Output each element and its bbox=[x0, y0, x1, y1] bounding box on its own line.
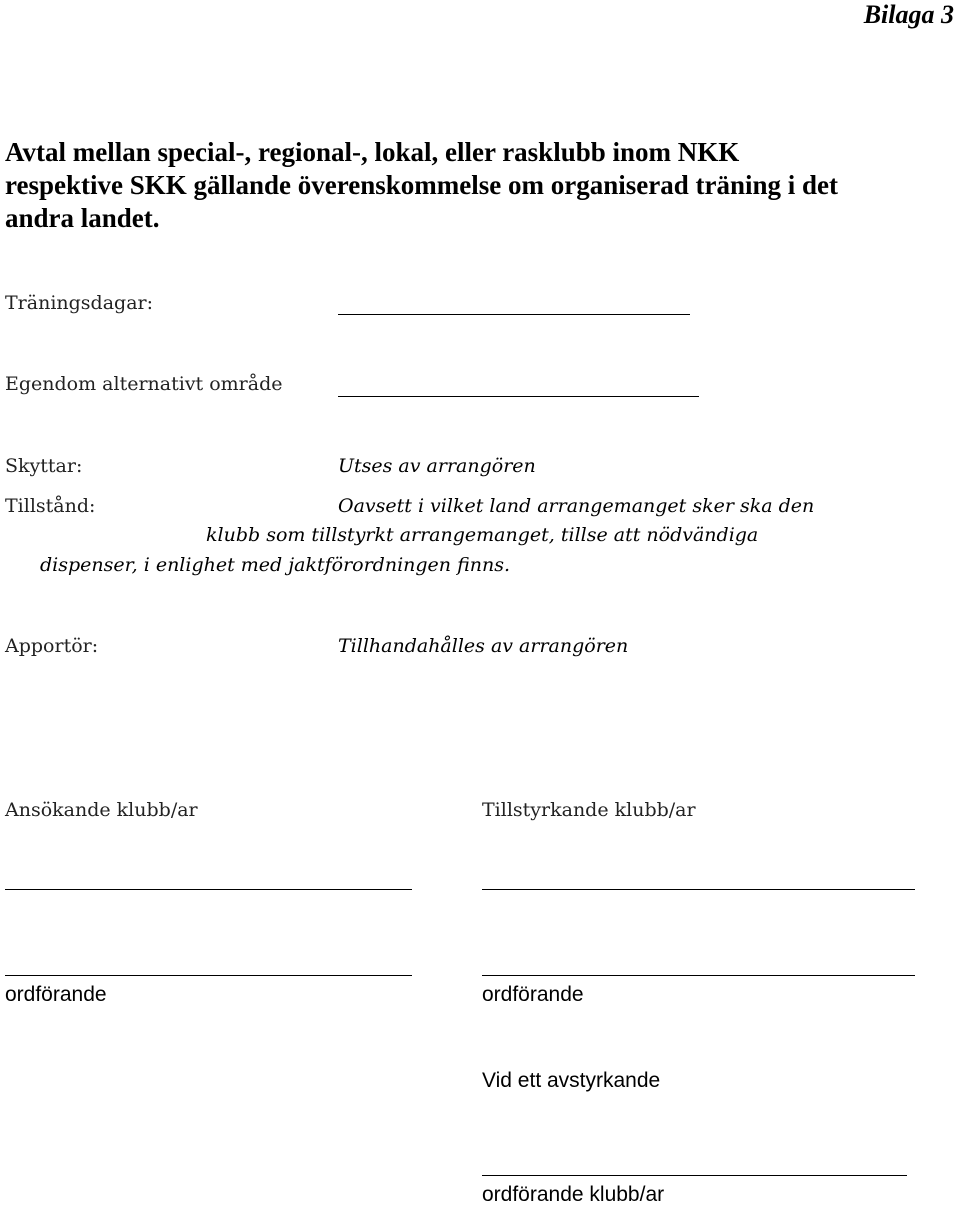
appendix-label: Bilaga 3 bbox=[863, 0, 954, 29]
endorsing-chair-label: ordförande bbox=[482, 983, 584, 1006]
endorsing-club-label: Tillstyrkande klubb/ar bbox=[482, 799, 696, 821]
retriever-label: Apportör: bbox=[5, 635, 99, 657]
permit-text-line-1: Oavsett i vilket land arrangemanget sker ska den bbox=[338, 495, 815, 517]
title-line-2: respektive SKK gällande överenskommelse om organiserad träning i det bbox=[5, 170, 838, 200]
endorsing-chair-signature-line[interactable] bbox=[482, 975, 915, 976]
applicant-chair-signature-line[interactable] bbox=[5, 975, 412, 976]
shooters-value: Utses av arrangören bbox=[338, 455, 536, 477]
permit-label: Tillstånd: bbox=[5, 495, 96, 517]
permit-text-line-2: klubb som tillstyrkt arrangemanget, tillse att nödvändiga bbox=[206, 524, 759, 546]
applicant-club-label: Ansökande klubb/ar bbox=[5, 799, 198, 821]
document-title bbox=[5, 136, 838, 235]
property-line[interactable] bbox=[338, 396, 699, 397]
endorsing-club-signature-line[interactable] bbox=[482, 889, 915, 890]
title-line-3: andra landet. bbox=[5, 203, 160, 233]
property-label: Egendom alternativt område bbox=[5, 373, 283, 395]
applicant-club-signature-line[interactable] bbox=[5, 889, 412, 890]
applicant-chair-label: ordförande bbox=[5, 983, 107, 1006]
training-days-label: Träningsdagar: bbox=[5, 292, 154, 314]
training-days-line[interactable] bbox=[338, 314, 690, 315]
permit-text-line-3: dispenser, i enlighet med jaktförordningen finns. bbox=[40, 554, 511, 576]
title-line-1: Avtal mellan special-, regional-, lokal, eller rasklubb inom NKK bbox=[5, 137, 740, 167]
rejection-chair-signature-line[interactable] bbox=[482, 1175, 907, 1176]
rejection-note: Vid ett avstyrkande bbox=[482, 1069, 661, 1092]
retriever-value: Tillhandahålles av arrangören bbox=[338, 635, 629, 657]
rejection-chair-label: ordförande klubb/ar bbox=[482, 1183, 665, 1206]
shooters-label: Skyttar: bbox=[5, 455, 83, 477]
